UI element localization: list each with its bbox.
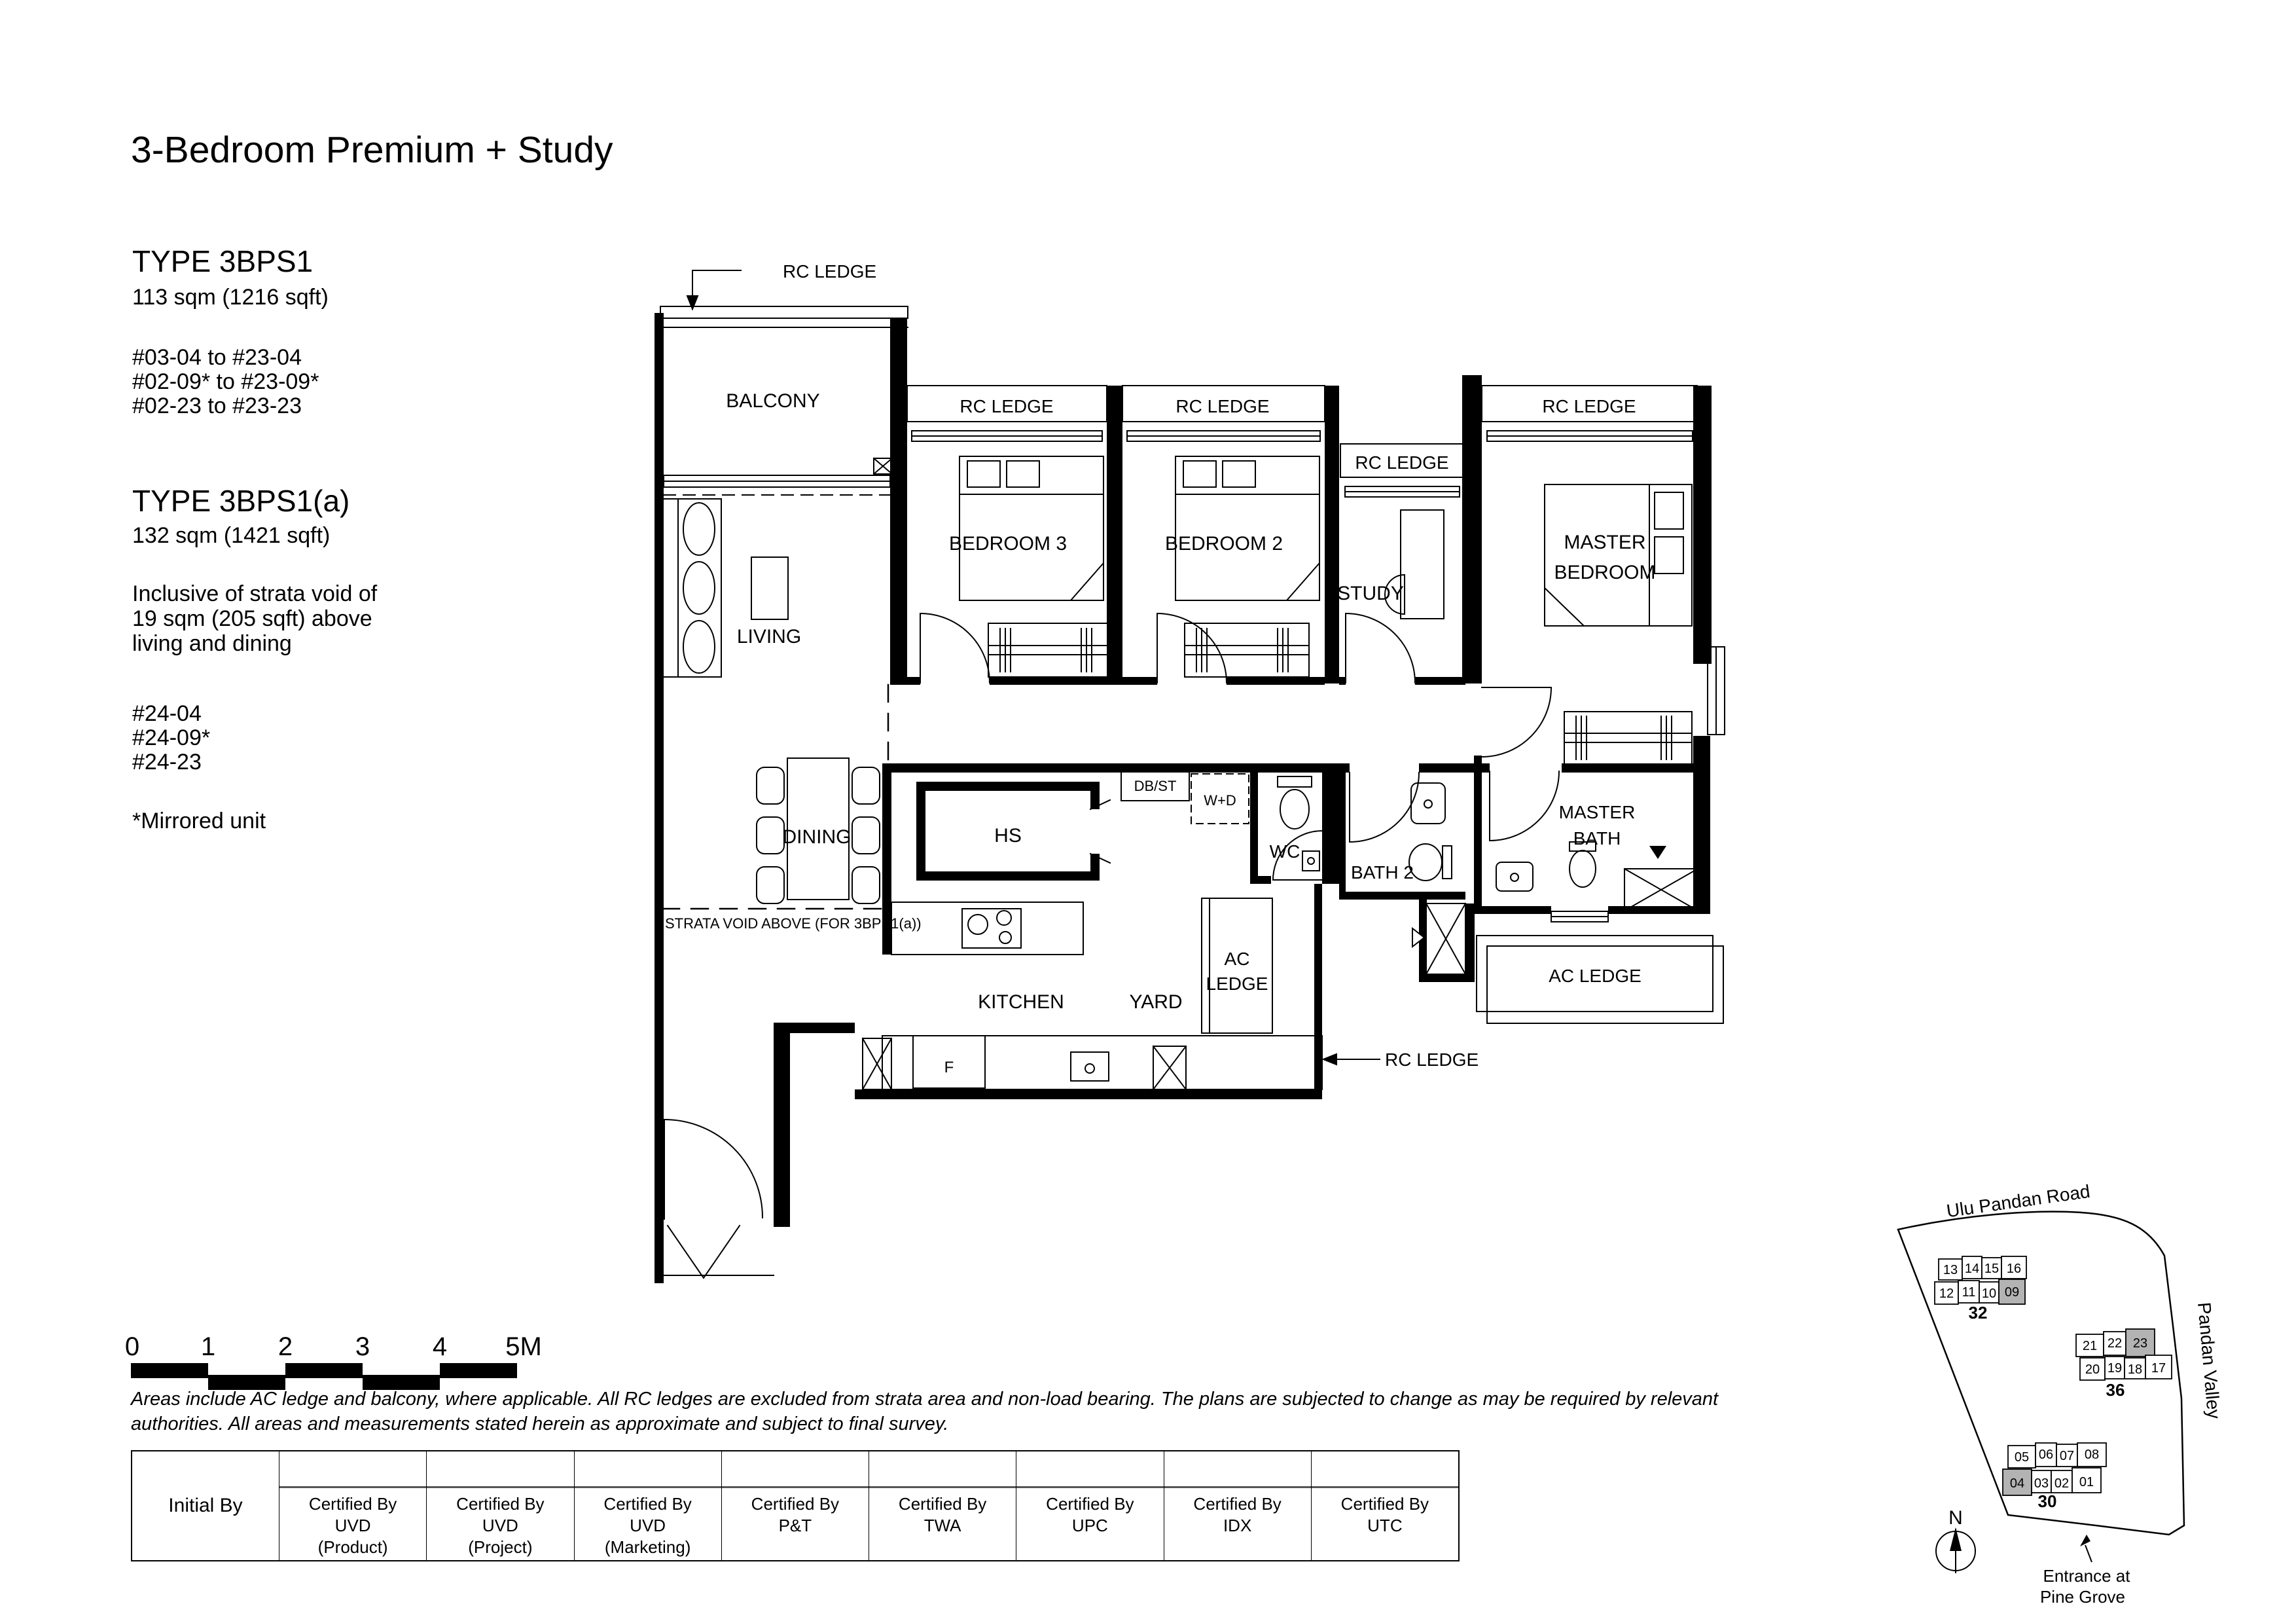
signature-cell bbox=[1016, 1451, 1163, 1488]
unit-number: 14 bbox=[1964, 1262, 1980, 1276]
unit-number: 01 bbox=[2079, 1475, 2094, 1489]
site-map bbox=[1898, 1181, 2224, 1607]
unit-number: 15 bbox=[1984, 1262, 2000, 1276]
ac-ledge-label: LEDGE bbox=[1206, 974, 1268, 994]
scale-tick: 0 bbox=[124, 1332, 140, 1361]
entrance-label: Entrance at bbox=[2043, 1566, 2130, 1586]
rc-ledge-label: RC LEDGE bbox=[1355, 452, 1449, 473]
strata-void-label: STRATA VOID ABOVE (FOR 3BPS1(a)) bbox=[665, 915, 922, 932]
type1-name: TYPE 3BPS1 bbox=[132, 244, 314, 278]
unit-number: 06 bbox=[2038, 1448, 2054, 1462]
washer-dryer-label: W+D bbox=[1204, 792, 1236, 809]
cert-column-uvd-marketing bbox=[574, 1451, 721, 1560]
rc-ledge-label: RC LEDGE bbox=[783, 261, 877, 282]
type2-unit: #24-09* bbox=[132, 725, 211, 750]
annotations bbox=[687, 270, 1380, 1065]
signature-cell bbox=[869, 1451, 1016, 1488]
unit-number: 21 bbox=[2082, 1339, 2098, 1353]
signature-cell bbox=[427, 1451, 573, 1488]
type1-unit-range: #03-04 to #23-04 bbox=[132, 345, 302, 370]
unit-number: 09 bbox=[2004, 1285, 2020, 1300]
unit-number: 03 bbox=[2034, 1476, 2049, 1491]
unit-number: 19 bbox=[2107, 1361, 2123, 1376]
certification-table bbox=[131, 1450, 1460, 1561]
type2-area: 132 sqm (1421 sqft) bbox=[132, 523, 331, 548]
shower-head-icon bbox=[1649, 846, 1666, 859]
scale-tick: 5M bbox=[505, 1332, 542, 1361]
road-label-top: Ulu Pandan Road bbox=[1945, 1180, 2092, 1222]
ac-ledge-label: AC bbox=[1224, 949, 1250, 969]
scale-tick: 2 bbox=[278, 1332, 293, 1361]
unit-number: 13 bbox=[1943, 1263, 1958, 1277]
cert-label: Certified By UPC bbox=[1046, 1494, 1134, 1535]
cert-label: Certified By P&T bbox=[751, 1494, 840, 1535]
living-label: LIVING bbox=[736, 626, 802, 647]
cert-label: Certified By UVD (Project) bbox=[456, 1494, 545, 1557]
unit-floor-plan bbox=[655, 261, 1725, 1283]
type1-unit-range: #02-09* to #23-09* bbox=[132, 369, 319, 394]
master-bath-label: BATH bbox=[1573, 828, 1621, 848]
balcony-label: BALCONY bbox=[726, 390, 820, 412]
signature-cell bbox=[1164, 1451, 1311, 1488]
type1-unit-range: #02-23 to #23-23 bbox=[132, 393, 302, 418]
unit-number: 16 bbox=[2006, 1262, 2022, 1276]
strata-void-boundary bbox=[662, 685, 891, 909]
cert-column-uvd-project bbox=[426, 1451, 573, 1560]
unit-number: 12 bbox=[1939, 1286, 1954, 1301]
signature-cell bbox=[575, 1451, 721, 1488]
signature-cell bbox=[279, 1451, 426, 1488]
rc-ledge-label: RC LEDGE bbox=[960, 396, 1054, 416]
unit-number: 10 bbox=[1981, 1286, 1997, 1301]
unit-number: 05 bbox=[2014, 1450, 2030, 1465]
north-label: N bbox=[1948, 1507, 1963, 1529]
hs-label: HS bbox=[994, 825, 1022, 847]
disclaimer-line: Areas include AC ledge and balcony, where applicable. All RC ledges are excluded from strata area and non-load bearing. The plans are subjected to change as may be required by relevant bbox=[131, 1389, 1719, 1410]
cert-column-idx bbox=[1164, 1451, 1311, 1560]
cert-label: Certified By IDX bbox=[1193, 1494, 1282, 1535]
bedroom3-label: BEDROOM 3 bbox=[948, 533, 1067, 555]
scale-tick: 3 bbox=[355, 1332, 370, 1361]
unit-number: 17 bbox=[2151, 1361, 2166, 1376]
unit-number: 07 bbox=[2059, 1449, 2075, 1463]
block-label: 36 bbox=[2106, 1380, 2125, 1400]
bath2-label: BATH 2 bbox=[1351, 862, 1414, 883]
north-compass-icon bbox=[1936, 1507, 1975, 1573]
type2-name: TYPE 3BPS1(a) bbox=[132, 484, 350, 518]
unit-number: 02 bbox=[2054, 1476, 2070, 1491]
yard-label: YARD bbox=[1129, 991, 1183, 1013]
type2-unit: #24-04 bbox=[132, 701, 202, 726]
kitchen-label: KITCHEN bbox=[978, 991, 1064, 1013]
unit-number: 22 bbox=[2107, 1336, 2123, 1351]
wc-label: WC bbox=[1269, 841, 1300, 862]
cert-label: Certified By UVD (Marketing) bbox=[603, 1494, 692, 1557]
page-title: 3-Bedroom Premium + Study bbox=[131, 129, 613, 171]
master-bedroom-label: MASTER bbox=[1564, 532, 1646, 553]
unit-number: 20 bbox=[2085, 1362, 2100, 1377]
mirrored-note: *Mirrored unit bbox=[132, 809, 266, 833]
cert-column-utc bbox=[1311, 1451, 1458, 1560]
block-label: 30 bbox=[2037, 1491, 2057, 1511]
db-st-label: DB/ST bbox=[1134, 778, 1177, 794]
ledges-and-windows bbox=[660, 306, 1725, 1275]
unit-number: 23 bbox=[2132, 1336, 2148, 1351]
foyer-shaft-icon bbox=[863, 1038, 891, 1089]
disclaimer-line: authorities. All areas and measurements stated herein as approximate and subject to final survey. bbox=[131, 1413, 949, 1434]
master-bath-label: MASTER bbox=[1558, 802, 1636, 822]
ac-ledge-label: AC LEDGE bbox=[1549, 966, 1641, 986]
corridor-shaft-icon bbox=[1426, 903, 1465, 974]
entrance-label: Pine Grove bbox=[2039, 1587, 2126, 1607]
signature-cell bbox=[722, 1451, 869, 1488]
yard-shaft-icon bbox=[1153, 1046, 1186, 1089]
cert-label: Certified By UTC bbox=[1340, 1494, 1429, 1535]
initial-by-cell: Initial By bbox=[168, 1495, 243, 1516]
scale-bar bbox=[125, 1332, 542, 1390]
type2-note-line: living and dining bbox=[132, 631, 292, 656]
shower-icon bbox=[1624, 869, 1698, 911]
unit-number: 08 bbox=[2084, 1448, 2100, 1462]
type2-unit: #24-23 bbox=[132, 750, 202, 775]
room-labels bbox=[665, 261, 1656, 1076]
road-label-right: Pandan Valley bbox=[2194, 1301, 2225, 1420]
scale-tick: 1 bbox=[200, 1332, 216, 1361]
type1-area: 113 sqm (1216 sqft) bbox=[132, 285, 329, 310]
rc-ledge-label: RC LEDGE bbox=[1542, 396, 1636, 416]
unit-number: 04 bbox=[2009, 1476, 2025, 1491]
scale-tick: 4 bbox=[432, 1332, 448, 1361]
study-label: STUDY bbox=[1337, 583, 1404, 604]
rc-ledge-label: RC LEDGE bbox=[1385, 1049, 1479, 1070]
dining-label: DINING bbox=[782, 826, 852, 848]
entrance-annotation bbox=[2040, 1535, 2130, 1607]
cert-column-twa bbox=[869, 1451, 1016, 1560]
cert-label: Certified By UVD (Product) bbox=[308, 1494, 397, 1557]
unit-number: 18 bbox=[2127, 1362, 2143, 1377]
cert-label: Certified By TWA bbox=[898, 1494, 987, 1535]
bedroom2-label: BEDROOM 2 bbox=[1164, 533, 1283, 555]
block-label: 32 bbox=[1968, 1303, 1988, 1322]
signature-cell bbox=[1312, 1451, 1458, 1488]
type2-note-line: Inclusive of strata void of bbox=[132, 581, 378, 606]
cert-column-uvd-product bbox=[279, 1451, 426, 1560]
unit-number: 11 bbox=[1962, 1285, 1976, 1300]
master-bedroom-label: BEDROOM bbox=[1554, 562, 1656, 583]
cert-column-upc bbox=[1016, 1451, 1163, 1560]
type2-note-line: 19 sqm (205 sqft) above bbox=[132, 606, 372, 631]
fridge-label: F bbox=[944, 1059, 954, 1076]
cert-column-pt bbox=[721, 1451, 869, 1560]
rc-ledge-label: RC LEDGE bbox=[1175, 396, 1270, 416]
balcony-shaft-icon bbox=[874, 458, 892, 474]
